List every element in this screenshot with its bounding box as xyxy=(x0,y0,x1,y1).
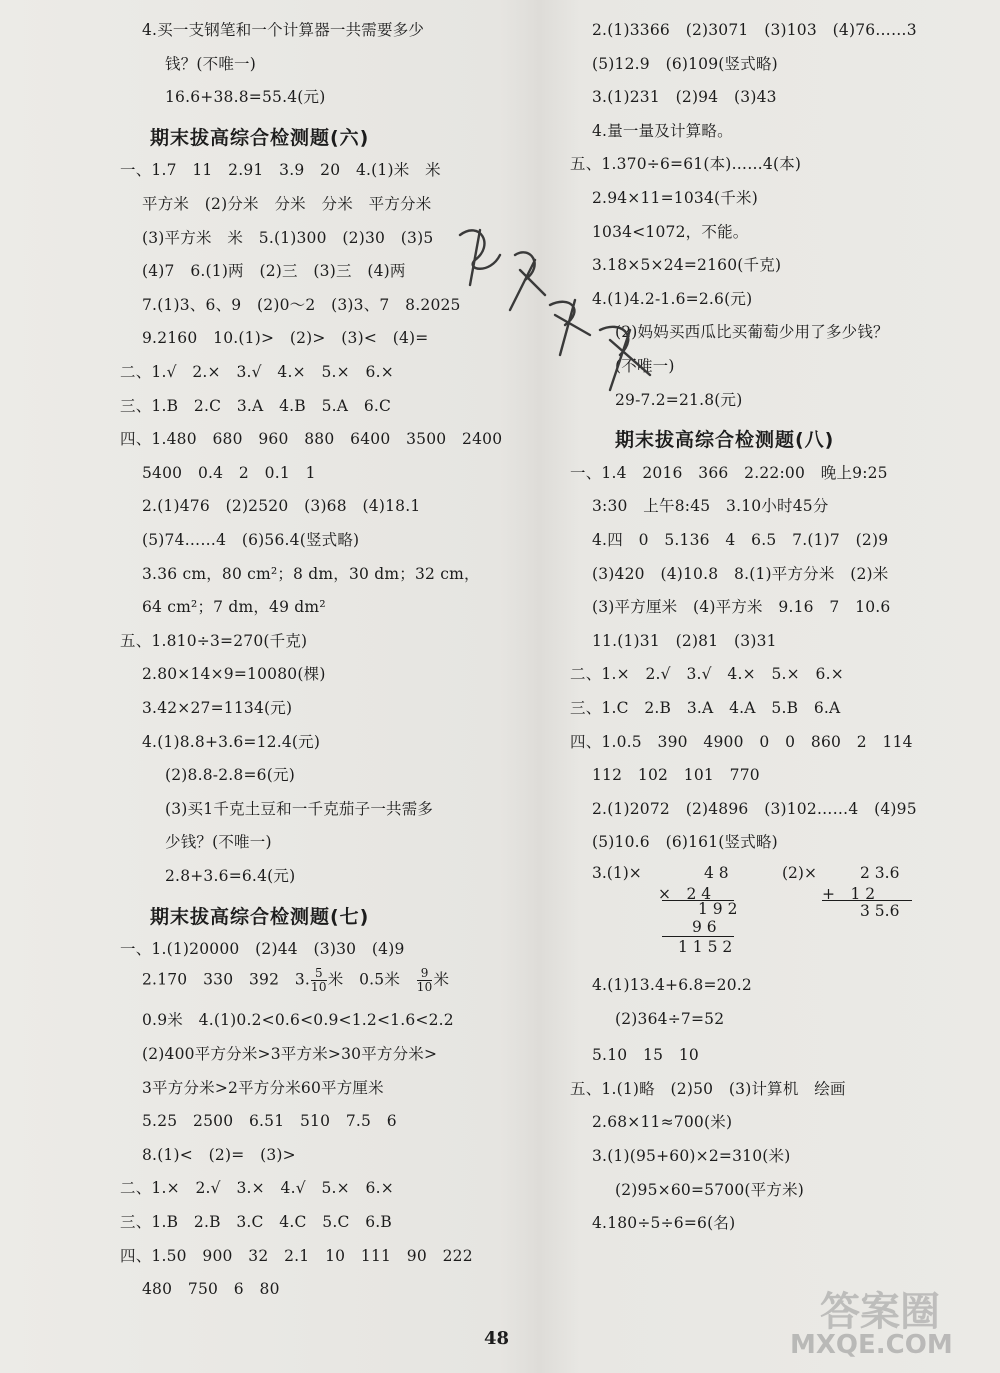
fraction-line-part: 米 0.5米 xyxy=(327,970,416,989)
fraction-line-part: 米 xyxy=(433,970,450,989)
answer-line: (2)妈妈买西瓜比买葡萄少用了多少钱？ xyxy=(615,323,889,342)
calc-rule xyxy=(662,936,734,937)
vertical-calculation xyxy=(592,864,972,974)
answer-line: 二、1.× 2.√ 3.√ 4.× 5.× 6.× xyxy=(570,665,844,684)
calc-partial: 1 9 2 xyxy=(698,900,738,918)
answer-line: 1034<1072，不能。 xyxy=(592,222,749,241)
calc-operand: × 2 4 xyxy=(658,885,712,903)
watermark-bottom: MXQE.COM xyxy=(790,1330,953,1360)
fraction: $\frac{5}{10}$ xyxy=(311,965,327,994)
answer-line: (2)8.8-2.8=6(元) xyxy=(165,766,295,785)
answer-line: 五、1.(1)略 (2)50 (3)计算机 绘画 xyxy=(570,1079,846,1098)
calc-operand: + 1 2 xyxy=(822,885,876,903)
answer-line: 四、1.50 900 32 2.1 10 111 90 222 xyxy=(120,1246,473,1265)
answer-line: (3)平方米 米 5.(1)300 (2)30 (3)5 xyxy=(142,228,434,247)
answer-line: 4.四 0 5.136 4 6.5 7.(1)7 (2)9 xyxy=(592,531,889,549)
calc-operand: 4 8 xyxy=(704,864,729,882)
answer-line: 64 cm²；7 dm，49 dm² xyxy=(142,598,326,617)
calc-result: 3 5.6 xyxy=(860,902,900,920)
answer-line: 2.68×11≈700(米) xyxy=(592,1113,733,1132)
answer-line: 112 102 101 770 xyxy=(592,766,760,785)
answer-line: 16.6+38.8=55.4(元) xyxy=(165,88,326,107)
answer-line: 一、1.(1)20000 (2)44 (3)30 (4)9 xyxy=(120,940,405,959)
answer-line: 五、1.810÷3=270(千克) xyxy=(120,631,308,650)
section-heading: 期末拔高综合检测题(七) xyxy=(150,905,370,928)
answer-line: 2.(1)3366 (2)3071 (3)103 (4)76……3 xyxy=(592,21,917,39)
answer-line: (3)买1千克土豆和一千克茄子一共需多 xyxy=(165,799,434,818)
answer-line: 11.(1)31 (2)81 (3)31 xyxy=(592,631,777,650)
answer-line: 9.2160 10.(1)> (2)> (3)< (4)= xyxy=(142,329,429,348)
answer-line: (5)74……4 (6)56.4(竖式略) xyxy=(142,531,360,549)
section-heading: 期末拔高综合检测题(八) xyxy=(615,429,835,452)
answer-line: 二、1.√ 2.× 3.√ 4.× 5.× 6.× xyxy=(120,363,394,381)
answer-line: 4.(1)4.2-1.6=2.6(元) xyxy=(592,289,753,308)
answer-line: 3:30 上午8:45 3.10小时45分 xyxy=(592,497,829,516)
answer-line: 2.80×14×9=10080(棵) xyxy=(142,665,326,684)
answer-line: 5.10 15 10 xyxy=(592,1046,699,1065)
answer-line: 四、1.480 680 960 880 6400 3500 2400 xyxy=(120,430,503,449)
answer-line: 五、1.370÷6=61(本)……4(本) xyxy=(570,155,802,174)
answer-line: 4.(1)13.4+6.8=20.2 xyxy=(592,976,752,994)
calc-result: 1 1 5 2 xyxy=(678,938,733,956)
handwritten-scribble xyxy=(450,215,670,395)
answer-line-fraction xyxy=(142,967,449,994)
answer-line: 一、1.4 2016 366 2.22:00 晚上9:25 xyxy=(570,463,888,482)
answer-line: (5)10.6 (6)161(竖式略) xyxy=(592,833,778,852)
answer-line: (2)364÷7=52 xyxy=(615,1009,725,1028)
answer-line: (2)400平方分米>3平方米>30平方分米> xyxy=(142,1045,438,1063)
answer-line: 3.(1)(95+60)×2=310(米) xyxy=(592,1147,791,1165)
answer-line: 480 750 6 80 xyxy=(142,1280,280,1299)
answer-line: (2)95×60=5700(平方米) xyxy=(615,1180,805,1199)
answer-line: (不唯一) xyxy=(615,357,675,375)
answer-line: 钱？(不唯一) xyxy=(165,54,256,73)
answer-line: 2.(1)476 (2)2520 (3)68 (4)18.1 xyxy=(142,497,421,516)
answer-line: 四、1.0.5 390 4900 0 0 860 2 114 xyxy=(570,732,913,751)
answer-line: (3)420 (4)10.8 8.(1)平方分米 (2)米 xyxy=(592,564,889,583)
answer-line: 三、1.B 2.B 3.C 4.C 5.C 6.B xyxy=(120,1213,392,1231)
watermark-logo xyxy=(790,1280,990,1365)
calc-partial: 9 6 xyxy=(692,918,717,936)
calc-operand: 2 3.6 xyxy=(860,864,900,882)
section-heading: 期末拔高综合检测题(六) xyxy=(150,126,370,149)
answer-line: 2.(1)2072 (2)4896 (3)102……4 (4)95 xyxy=(592,799,917,818)
answer-line: 29-7.2=21.8(元) xyxy=(615,390,743,409)
answer-line: 3.(1)231 (2)94 (3)43 xyxy=(592,88,777,107)
answer-line: 2.8+3.6=6.4(元) xyxy=(165,867,296,885)
answer-line: 5.25 2500 6.51 510 7.5 6 xyxy=(142,1112,397,1131)
calc-rule xyxy=(662,900,734,901)
answer-line: 3平方分米>2平方分米60平方厘米 xyxy=(142,1078,384,1097)
fraction: $\frac{9}{10}$ xyxy=(416,965,433,994)
answer-line: 4.买一支钢笔和一个计算器一共需要多少 xyxy=(142,21,425,39)
page-number: 48 xyxy=(484,1328,510,1349)
answer-line: 3.42×27=1134(元) xyxy=(142,699,293,717)
answer-line: 少钱？(不唯一) xyxy=(165,833,272,852)
answer-line: 3.36 cm，80 cm²；8 dm，30 dm；32 cm， xyxy=(142,564,480,583)
answer-line: 8.(1)< (2)= (3)> xyxy=(142,1145,296,1164)
answer-line: (4)7 6.(1)两 (2)三 (3)三 (4)两 xyxy=(142,262,406,281)
watermark-top: 答案圈 xyxy=(820,1289,940,1335)
calc-label: (2)× xyxy=(782,864,817,882)
answer-line: 0.9米 4.(1)0.2<0.6<0.9<1.2<1.6<2.2 xyxy=(142,1011,454,1030)
answer-line: 5400 0.4 2 0.1 1 xyxy=(142,463,316,482)
answer-line: 一、1.7 11 2.91 3.9 20 4.(1)米 米 xyxy=(120,161,441,180)
calc-rule xyxy=(822,900,912,901)
answer-line: 三、1.B 2.C 3.A 4.B 5.A 6.C xyxy=(120,396,392,415)
answer-line: 3.18×5×24=2160(千克) xyxy=(592,256,782,275)
answer-line: 7.(1)3、6、9 (2)0～2 (3)3、7 8.2025 xyxy=(142,295,461,314)
answer-line: 4.180÷5÷6=6(名) xyxy=(592,1214,736,1233)
answer-line: 三、1.C 2.B 3.A 4.A 5.B 6.A xyxy=(570,699,841,717)
answer-line: 4.(1)8.8+3.6=12.4(元) xyxy=(142,732,321,751)
fraction-line-part: 2.170 330 392 3. xyxy=(142,970,311,989)
answer-line: 二、1.× 2.√ 3.× 4.√ 5.× 6.× xyxy=(120,1179,394,1198)
answer-line: (3)平方厘米 (4)平方米 9.16 7 10.6 xyxy=(592,598,891,617)
answer-line: 平方米 (2)分米 分米 分米 平方分米 xyxy=(142,195,432,213)
answer-line: (5)12.9 (6)109(竖式略) xyxy=(592,54,778,73)
answer-line: 2.94×11=1034(千米) xyxy=(592,189,758,207)
calc-label: 3.(1)× xyxy=(592,864,642,882)
answer-line: 4.量一量及计算略。 xyxy=(592,121,733,140)
